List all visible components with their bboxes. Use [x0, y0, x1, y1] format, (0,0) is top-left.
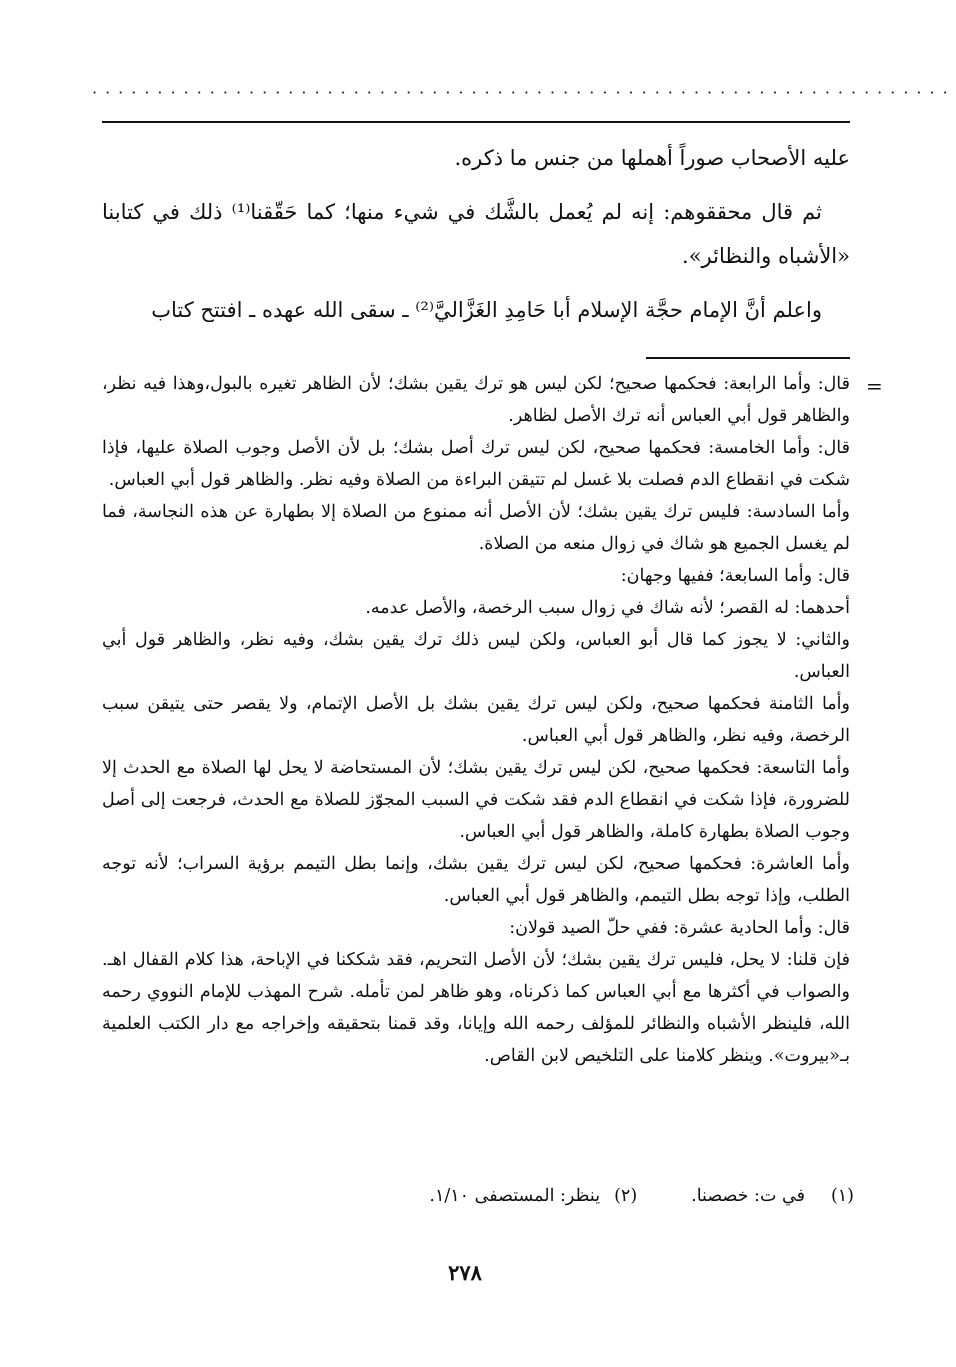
- footnotes-block: [102, 368, 850, 1072]
- footnote-refs: [429, 1180, 854, 1212]
- continuation-marker: =: [866, 374, 883, 398]
- footnote-ref-text: ينظر: المستصفى ١/١٠.: [429, 1186, 601, 1206]
- page-number: ٢٧٨: [448, 1260, 482, 1285]
- main-text: [102, 136, 850, 342]
- header-rule: [102, 121, 850, 123]
- footnote-line: وأما السادسة: فليس ترك يقين بشك؛ لأن الأصل أنه ممنوع من الصلاة إلا بطهارة عن هذه النجاسة، فما لم يغسل الجميع هو شاك في زوال منعه من الصلاة.: [102, 502, 850, 554]
- header-dotted-rule: ··································································: [92, 83, 956, 102]
- footnote-ref-number: (١): [830, 1186, 854, 1206]
- footnote-line: قال: وأما السابعة؛ ففيها وجهان:: [620, 566, 850, 586]
- footnote-line: وأما التاسعة: فحكمها صحيح، لكن ليس ترك يقين بشك؛ لأن المستحاضة لا يحل لها الصلاة مع الحدث إلا للضرورة، فإذا شكت في انقطاع الدم فقد شكت في السبب المجوّز للصلاة مع الحدث، فرجعت إلى أصل وجوب الصلاة بطهارة كاملة، والظاهر قول أبي العباس.: [102, 758, 850, 842]
- footnote-line: قال: وأما الحادية عشرة: ففي حلّ الصيد قولان:: [509, 918, 850, 938]
- footnote-ref-text: في ت: خصصنا.: [691, 1186, 805, 1206]
- footnote-line: أحدهما: له القصر؛ لأنه شاك في زوال سبب الرخصة، والأصل عدمه.: [365, 598, 850, 618]
- footnote-ref-number: (٢): [614, 1186, 638, 1206]
- footnote-line: وأما الثامنة فحكمها صحيح، ولكن ليس ترك يقين بشك بل الأصل الإتمام، ولا يقصر حتى يتيقن سبب الرخصة، وفيه نظر، والظاهر قول أبي العباس.: [102, 694, 850, 746]
- main-paragraph: عليه الأصحاب صوراً أهملها من جنس ما ذكره.: [454, 146, 850, 170]
- footnote-line: فإن قلنا: لا يحل، فليس ترك يقين بشك؛ لأن الأصل التحريم، فقد شككنا في الإباحة، هذا كلام القفال اهـ. والصواب في أكثرها مع أبي العباس كما ذكرناه، وهو ظاهر لمن تأمله. شرح المهذب للإمام النووي رحمه الله، فلينظر الأشباه والنظائر للمؤلف رحمه الله وإيانا، وقد قمنا بتحقيقه وإخراجه مع دار الكتب العلمية بـ«بيروت». وينظر كلامنا على التلخيص لابن القاص.: [102, 950, 850, 1066]
- footnote-line: قال: وأما الخامسة: فحكمها صحيح، لكن ليس ترك أصل بشك؛ بل لأن الأصل وجوب الصلاة عليها، فإذا شكت في انقطاع الدم فصلت بلا غسل لم تتيقن البراءة من الصلاة وفيه نظر. والظاهر قول أبي العباس.: [102, 438, 850, 490]
- footnote-separator: [646, 357, 850, 359]
- main-paragraph: واعلم أنَّ الإمام حجَّة الإسلام أبا حَامِدِ الغَزَّاليَّ⁽²⁾ ـ سقى الله عهده ـ افتتح كتاب: [151, 298, 822, 322]
- footnote-line: قال: وأما الرابعة: فحكمها صحيح؛ لكن ليس هو ترك يقين بشك؛ لأن الظاهر تغيره بالبول،وهذا فيه نظر، والظاهر قول أبي العباس أنه ترك الأصل لظاهر.: [102, 374, 850, 426]
- footnote-line: والثاني: لا يجوز كما قال أبو العباس، ولكن ليس ذلك ترك يقين بشك، وفيه نظر، والظاهر قول أبي العباس.: [102, 630, 850, 682]
- main-paragraph: ثم قال محققوهم: إنه لم يُعمل بالشَّك في شيء منها؛ كما حَقّقنا⁽¹⁾ ذلك في كتابنا «الأشباه والنظائر».: [102, 200, 850, 268]
- footnote-line: وأما العاشرة: فحكمها صحيح، لكن ليس ترك يقين بشك، وإنما بطل التيمم برؤية السراب؛ لأنه توجه الطلب، وإذا توجه بطل التيمم، والظاهر قول أبي العباس.: [102, 854, 850, 906]
